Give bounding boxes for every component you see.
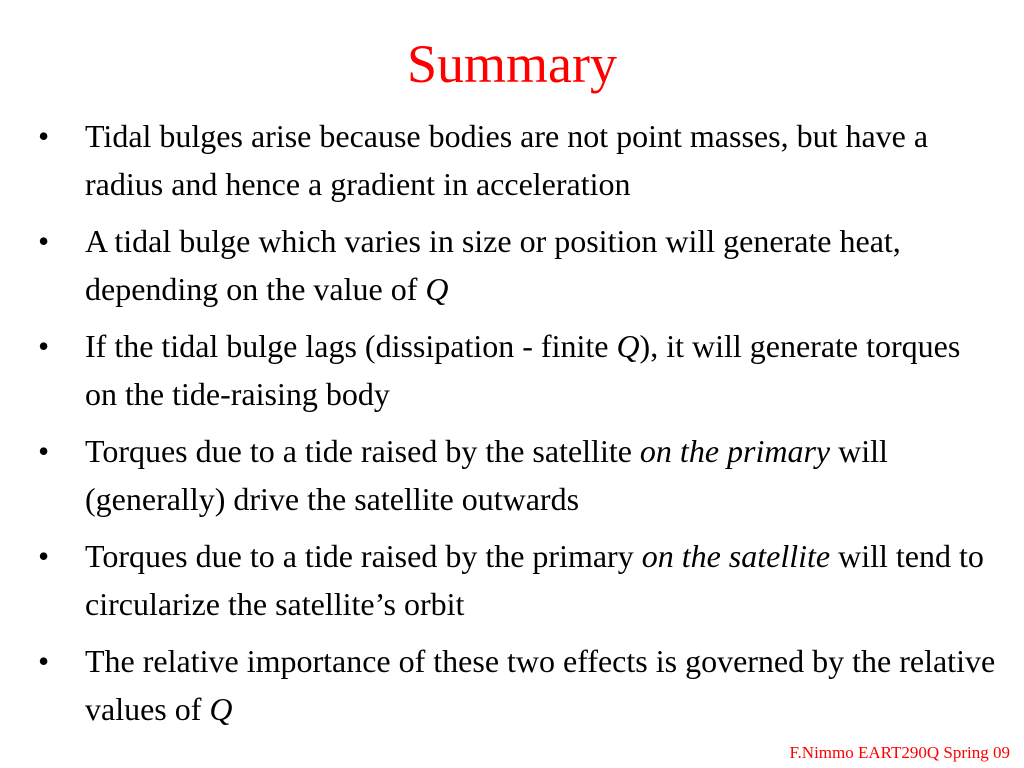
slide-title: Summary xyxy=(407,34,617,94)
bullet-marker: • xyxy=(38,328,50,364)
bullet-item xyxy=(38,322,998,418)
bullet-marker: • xyxy=(38,433,50,469)
bullet-text: will (generally) drive the satellite outwards xyxy=(85,433,888,517)
bullet-list xyxy=(38,112,998,742)
bullet-item xyxy=(38,112,998,208)
bullet-text: A tidal bulge which varies in size or position will generate heat, depending on the value of xyxy=(85,223,901,307)
bullet-item xyxy=(38,637,998,733)
bullet-item xyxy=(38,532,998,628)
bullet-text: will tend to circularize the satellite’s orbit xyxy=(85,538,984,622)
bullet-text: Torques due to a tide raised by the satellite xyxy=(85,433,640,469)
bullet-text: ), it will generate torques on the tide-raising body xyxy=(85,328,961,412)
bullet-text-italic: Q xyxy=(209,691,233,727)
bullet-item xyxy=(38,427,998,523)
bullet-text: Tidal bulges arise because bodies are not point masses, but have a radius and hence a gradient in acceleration xyxy=(85,118,929,202)
bullet-text-italic: on the primary xyxy=(639,433,831,469)
bullet-text: The relative importance of these two effects is governed by the relative values of xyxy=(85,643,996,727)
slide-footer: F.Nimmo EART290Q Spring 09 xyxy=(789,743,1010,762)
bullet-text: If the tidal bulge lags (dissipation - finite xyxy=(85,328,617,364)
bullet-marker: • xyxy=(38,223,50,259)
bullet-text-italic: Q xyxy=(425,271,449,307)
bullet-item xyxy=(38,217,998,313)
bullet-text-italic: on the satellite xyxy=(641,538,831,574)
bullet-text: Torques due to a tide raised by the primary xyxy=(85,538,642,574)
bullet-marker: • xyxy=(38,538,50,574)
bullet-marker: • xyxy=(38,118,50,154)
bullet-text-italic: Q xyxy=(616,328,640,364)
bullet-marker: • xyxy=(38,643,50,679)
